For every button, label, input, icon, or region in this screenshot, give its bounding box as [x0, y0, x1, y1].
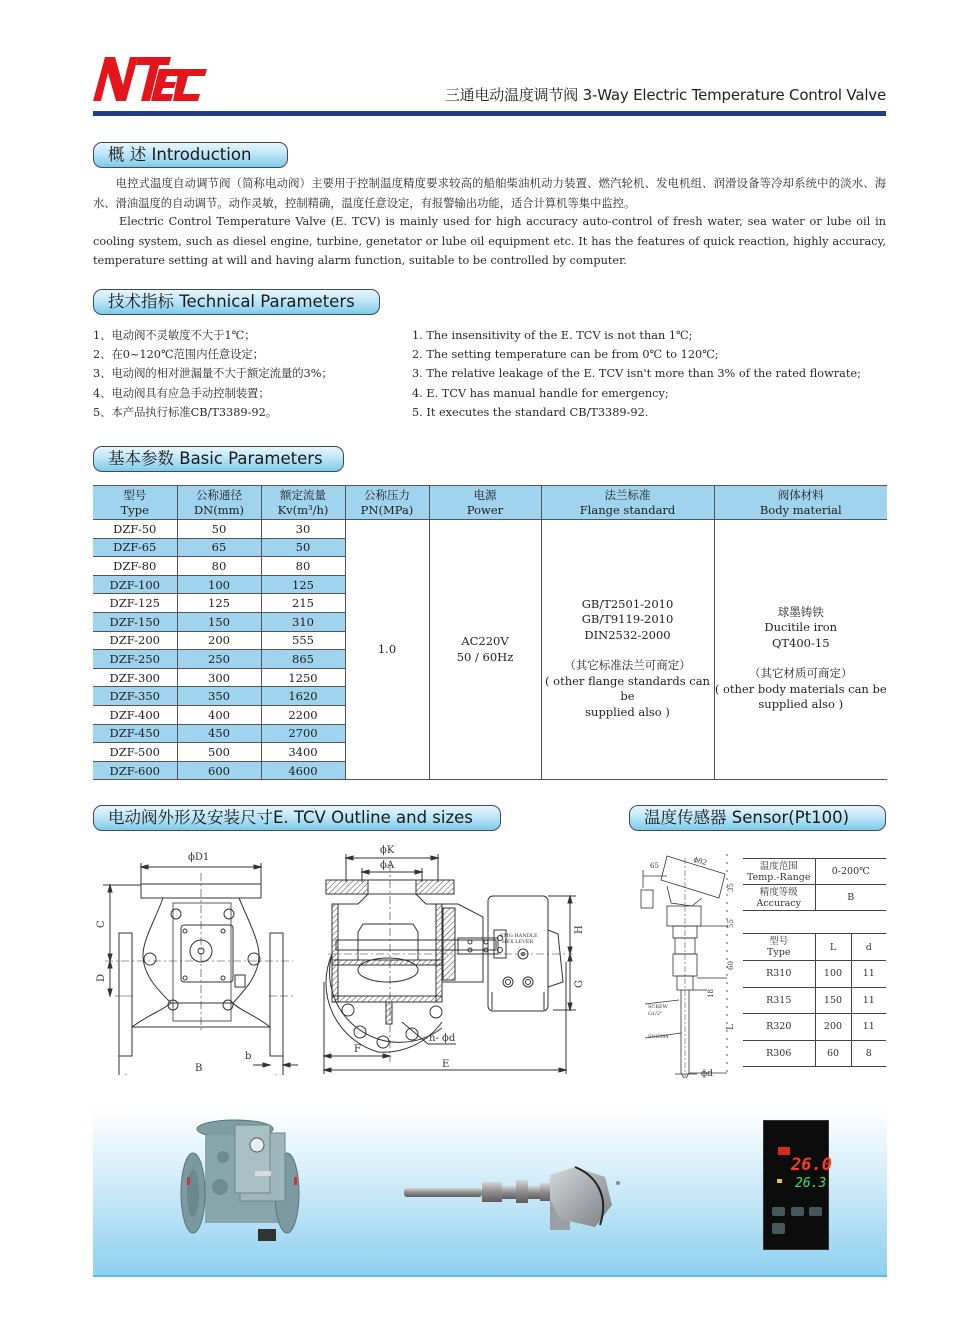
- power-frequency: 50 / 60Hz: [456, 649, 514, 664]
- dim-label-d: D: [96, 973, 107, 982]
- sensor-dim-65: 65: [650, 862, 659, 870]
- controller-sv-display: 26.3: [795, 1176, 827, 1191]
- material-cn: 球墨铸铁: [777, 604, 824, 619]
- table-row: [743, 987, 886, 1014]
- sensor-length-cell: 150: [815, 987, 851, 1014]
- column-header-flange: 法兰标准 Flange standard: [541, 486, 714, 520]
- valve-front-view-drawing: [93, 845, 303, 1075]
- sensor-type-cell: R315: [743, 987, 815, 1014]
- valve-product-photo: [175, 1115, 315, 1250]
- dn-cell: 300: [177, 668, 261, 687]
- flange-standard: GB/T9119-2010: [581, 612, 674, 627]
- sensor-type-cell: R306: [743, 1040, 815, 1067]
- dn-cell: 150: [177, 612, 261, 631]
- section-heading-introduction: 概 述 Introduction: [93, 142, 288, 168]
- sensor-material-label: SUS304: [648, 1034, 669, 1040]
- ntec-logo: [93, 55, 208, 103]
- type-cell: DZF-65: [93, 538, 177, 557]
- material-en: Ducitile iron: [764, 620, 838, 635]
- svg-text:NTEC: NTEC: [93, 55, 97, 56]
- banner-bottom-line: [93, 1275, 887, 1277]
- kv-cell: 30: [261, 520, 345, 539]
- section-heading-basic: 基本参数 Basic Parameters: [93, 446, 344, 472]
- sensor-dim-d: ϕd: [701, 1069, 713, 1078]
- dim-label-e: E: [442, 1059, 450, 1070]
- controller-down-button[interactable]: [791, 1207, 804, 1216]
- type-cell: DZF-500: [93, 743, 177, 762]
- sensor-diameter-cell: 11: [851, 987, 886, 1014]
- dn-cell: 250: [177, 650, 261, 669]
- page-header-title: 三通电动温度调节阀 3-Way Electric Temperature Control Valve: [444, 86, 886, 104]
- technical-item-cn: 5、本产品执行标准CB/T3389-92。: [93, 405, 278, 419]
- flange-standard: DIN2532-2000: [584, 627, 671, 642]
- dim-label-b: B: [195, 1063, 203, 1074]
- technical-item-en: 5. It executes the standard CB/T3389-92.: [412, 405, 649, 419]
- technical-item-cn: 1、电动阀不灵敏度不大于1℃；: [93, 329, 256, 342]
- power-voltage: AC220V: [461, 634, 509, 649]
- dn-cell: 80: [177, 557, 261, 576]
- sensor-diameter-cell: 11: [851, 1014, 886, 1041]
- dim-label-g: G: [574, 980, 585, 988]
- controller-mode-button[interactable]: [772, 1223, 785, 1234]
- dim-label-d1: ϕD1: [188, 852, 210, 863]
- type-cell: DZF-400: [93, 705, 177, 724]
- sensor-dim-l: L: [726, 1024, 736, 1030]
- kv-cell: 310: [261, 612, 345, 631]
- technical-item-en: 3. The relative leakage of the E. TCV isn't more than 3% of the rated flowrate;: [412, 367, 861, 381]
- sensor-dim-55: 55: [727, 919, 735, 928]
- dim-label-c: C: [96, 920, 107, 928]
- column-header-pn: 公称压力 PN(MPa): [345, 486, 429, 520]
- technical-item-en: 2. The setting temperature can be from 0℃ to 120℃;: [412, 348, 719, 362]
- flange-note-en: ( other flange standards can be: [545, 673, 710, 704]
- dn-cell: 500: [177, 743, 261, 762]
- dn-cell: 65: [177, 538, 261, 557]
- sensor-product-photo: [400, 1155, 635, 1250]
- flange-note-cn: （其它标准法兰可商定）: [564, 658, 691, 673]
- temperature-controller-photo: [763, 1120, 832, 1250]
- sensor-dim-18: 18: [707, 989, 715, 998]
- sensor-length-cell: 100: [815, 961, 851, 988]
- flange-standard: GB/T2501-2010: [581, 596, 674, 611]
- controller-pv-display: 26.0: [791, 1155, 832, 1175]
- table-row: 精度等级 Accuracy B: [743, 885, 886, 911]
- flange-note-en: supplied also ): [585, 704, 670, 719]
- dim-label-f: F: [354, 1044, 361, 1055]
- table-row: [743, 1040, 886, 1067]
- table-row: [743, 1014, 886, 1041]
- kv-cell: 555: [261, 631, 345, 650]
- emg-handle-label: EMG HANDLE: [500, 933, 538, 939]
- sensor-type-table: [743, 933, 886, 1067]
- controller-indicator-red: [778, 1147, 790, 1155]
- kv-cell: 4600: [261, 761, 345, 780]
- sensor-length-cell: 60: [815, 1040, 851, 1067]
- kv-cell: 1620: [261, 687, 345, 706]
- basic-parameters-table: [93, 485, 887, 780]
- power-cell: [429, 520, 541, 780]
- intro-paragraph-en: Electric Control Temperature Valve (E. TCV) is mainly used for high accuracy auto-control of fresh water, sea water or lube oil in cooling system, such as diesel engine, turbine, genetator or lube oil equipment etc. It has the features of quick reaction, highly accuracy, temperature setting at will and having alarm function, suitable to be controlled by computer.: [93, 215, 886, 267]
- table-row: 温度范围 Temp.-Range 0-200℃: [743, 859, 886, 885]
- dn-cell: 400: [177, 705, 261, 724]
- type-cell: DZF-50: [93, 520, 177, 539]
- type-cell: DZF-200: [93, 631, 177, 650]
- table-header-row: [93, 486, 887, 520]
- section-heading-technical: 技术指标 Technical Parameters: [93, 289, 380, 315]
- kv-cell: 2700: [261, 724, 345, 743]
- type-cell: DZF-100: [93, 575, 177, 594]
- kv-cell: 2200: [261, 705, 345, 724]
- type-cell: DZF-600: [93, 761, 177, 780]
- technical-item-en: 4. E. TCV has manual handle for emergency;: [412, 386, 669, 400]
- technical-list-cn: [93, 326, 413, 422]
- kv-cell: 50: [261, 538, 345, 557]
- material-note-cn: （其它材质可商定）: [749, 666, 853, 681]
- flange-standard-cell: [541, 520, 714, 780]
- type-cell: DZF-450: [93, 724, 177, 743]
- dn-cell: 350: [177, 687, 261, 706]
- sensor-spec-table: [743, 858, 886, 911]
- table-row: [93, 520, 887, 539]
- pressure-cell: 1.0: [345, 520, 429, 780]
- controller-indicator-yellow: [777, 1179, 782, 1183]
- sensor-type-cell: R310: [743, 961, 815, 988]
- kv-cell: 215: [261, 594, 345, 613]
- dn-cell: 100: [177, 575, 261, 594]
- sensor-diameter-cell: 11: [851, 961, 886, 988]
- sensor-drawing: [637, 848, 742, 1078]
- column-header-kv: 额定流量 Kv(m³/h): [261, 486, 345, 520]
- sensor-thread-label: G1/2": [648, 1011, 663, 1017]
- technical-item-cn: 2、在0~120℃范围内任意设定；: [93, 348, 265, 362]
- technical-item-en: 1. The insensitivity of the E. TCV is not than 1℃;: [412, 329, 693, 342]
- column-header-power: 电源 Power: [429, 486, 541, 520]
- dim-label-k: ϕK: [380, 845, 395, 856]
- kv-cell: 1250: [261, 668, 345, 687]
- header-accent-bar: [93, 111, 886, 116]
- dim-label-a: ϕA: [380, 860, 395, 871]
- dim-label-h: H: [574, 925, 585, 934]
- table-row: [743, 961, 886, 988]
- section-heading-sensor: 温度传感器 Sensor(Pt100): [629, 805, 886, 831]
- type-cell: DZF-350: [93, 687, 177, 706]
- sensor-diameter-cell: 8: [851, 1040, 886, 1067]
- body-material-cell: [714, 520, 887, 780]
- dn-cell: 450: [177, 724, 261, 743]
- column-header-dn: 公称通径 DN(mm): [177, 486, 261, 520]
- type-cell: DZF-150: [93, 612, 177, 631]
- dim-label-nd: n- ϕd: [429, 1033, 456, 1044]
- dn-cell: 125: [177, 594, 261, 613]
- sensor-screw-label: SCREW: [648, 1004, 668, 1010]
- sensor-dim-35: 35: [727, 883, 735, 892]
- type-cell: DZF-300: [93, 668, 177, 687]
- kv-cell: 125: [261, 575, 345, 594]
- column-header-material: 阀体材料 Body material: [714, 486, 887, 520]
- sensor-type-cell: R320: [743, 1014, 815, 1041]
- type-cell: DZF-80: [93, 557, 177, 576]
- section-heading-outline: 电动阀外形及安装尺寸E. TCV Outline and sizes: [93, 805, 501, 831]
- intro-paragraph-cn: 电控式温度自动调节阀（简称电动阀）主要用于控制温度精度要求较高的船舶柴油机动力装置、燃汽轮机、发电机组、润滑设备等冷却系统中的淡水、海水、滑油温度的自动调节。动作灵敏，控制精确，温度任意设定，有报警输出功能，适合计算机等集中监控。: [93, 177, 886, 210]
- hex-lever-label: HEX LEVER: [502, 939, 534, 945]
- material-note-en: supplied also ): [758, 697, 844, 712]
- sensor-length-cell: 200: [815, 1014, 851, 1041]
- dn-cell: 50: [177, 520, 261, 539]
- controller-up-button[interactable]: [809, 1207, 822, 1216]
- material-grade: QT400-15: [771, 635, 830, 650]
- material-note-en: ( other body materials can be: [714, 681, 887, 696]
- dn-cell: 600: [177, 761, 261, 780]
- dn-cell: 200: [177, 631, 261, 650]
- sensor-dim-82: ϕ82: [692, 855, 708, 868]
- kv-cell: 3400: [261, 743, 345, 762]
- controller-set-button[interactable]: [772, 1207, 785, 1216]
- column-header-type: 型号 Type: [93, 486, 177, 520]
- technical-item-cn: 3、电动阀的相对泄漏量不大于额定流量的3%；: [93, 367, 333, 381]
- sensor-dim-60: 60: [727, 961, 735, 970]
- dim-label-b-small: b: [245, 1051, 252, 1062]
- type-cell: DZF-250: [93, 650, 177, 669]
- kv-cell: 80: [261, 557, 345, 576]
- table-header-row: 型号 Type L d: [743, 934, 886, 961]
- type-cell: DZF-125: [93, 594, 177, 613]
- technical-list-en: [412, 326, 882, 422]
- kv-cell: 865: [261, 650, 345, 669]
- valve-side-section-drawing: [318, 842, 588, 1077]
- technical-item-cn: 4、电动阀具有应急手动控制装置；: [93, 386, 270, 400]
